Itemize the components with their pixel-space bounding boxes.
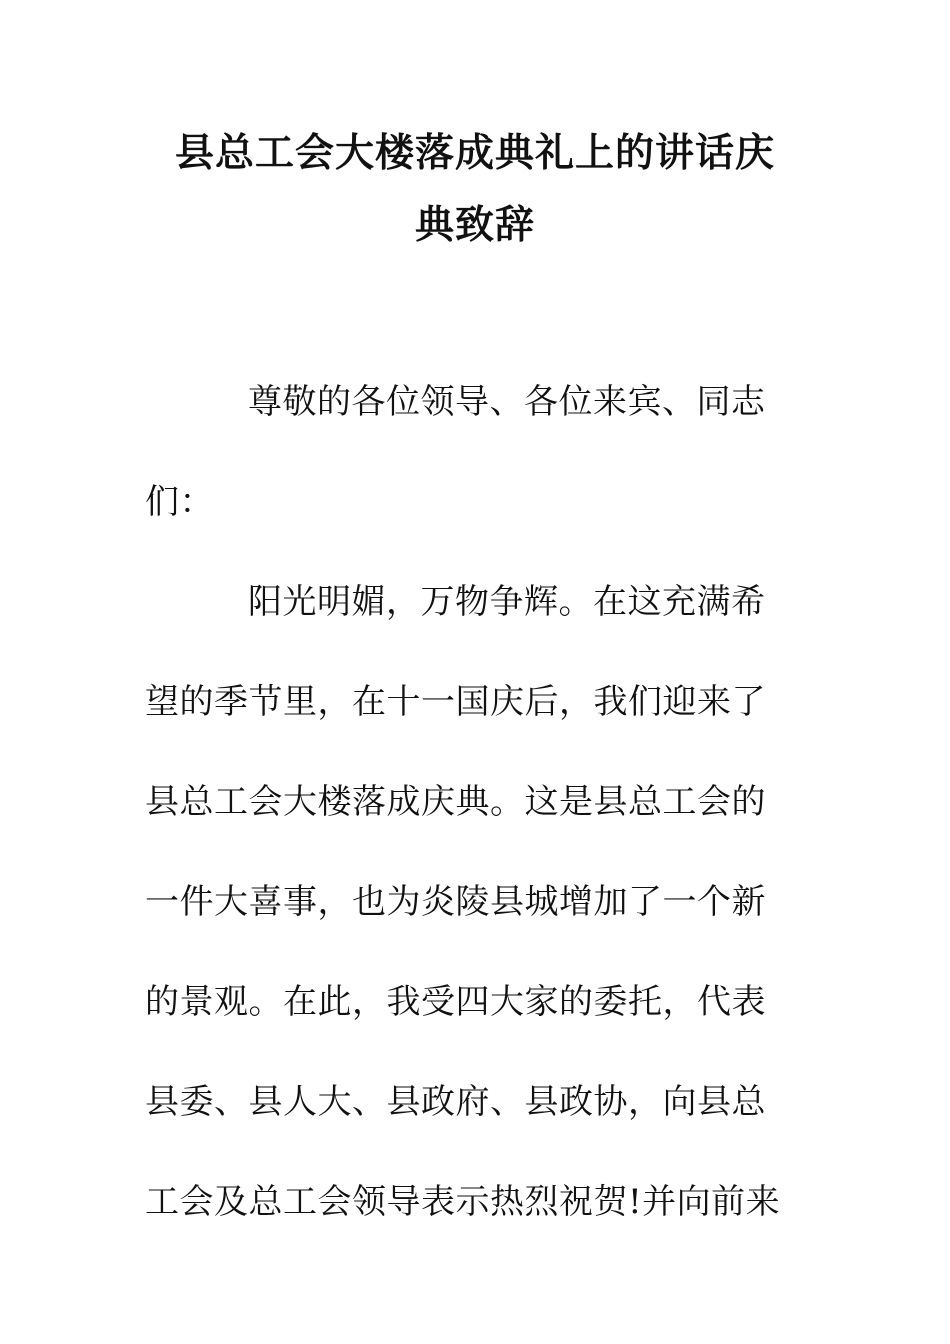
paragraph-body-line-1: 阳光明媚，万物争辉。在这充满希: [248, 582, 766, 622]
paragraph-body-line-5: 的景观。在此，我受四大家的委托，代表: [145, 982, 766, 1022]
paragraph-salutation-line-2: 们：: [145, 482, 214, 522]
paragraph-body-line-3: 县总工会大楼落成庆典。这是县总工会的: [145, 782, 766, 822]
paragraph-body-line-2: 望的季节里，在十一国庆后，我们迎来了: [145, 682, 766, 722]
paragraph-salutation-line-1: 尊敬的各位领导、各位来宾、同志: [248, 382, 766, 422]
paragraph-body-line-7: 工会及总工会领导表示热烈祝贺!并向前来: [145, 1182, 781, 1222]
paragraph-body-line-4: 一件大喜事，也为炎陵县城增加了一个新: [145, 882, 766, 922]
paragraph-body-line-6: 县委、县人大、县政府、县政协，向县总: [145, 1082, 766, 1122]
document-title-line-1: 县总工会大楼落成典礼上的讲话庆: [174, 131, 775, 176]
document-title-line-2: 典致辞: [414, 203, 535, 248]
